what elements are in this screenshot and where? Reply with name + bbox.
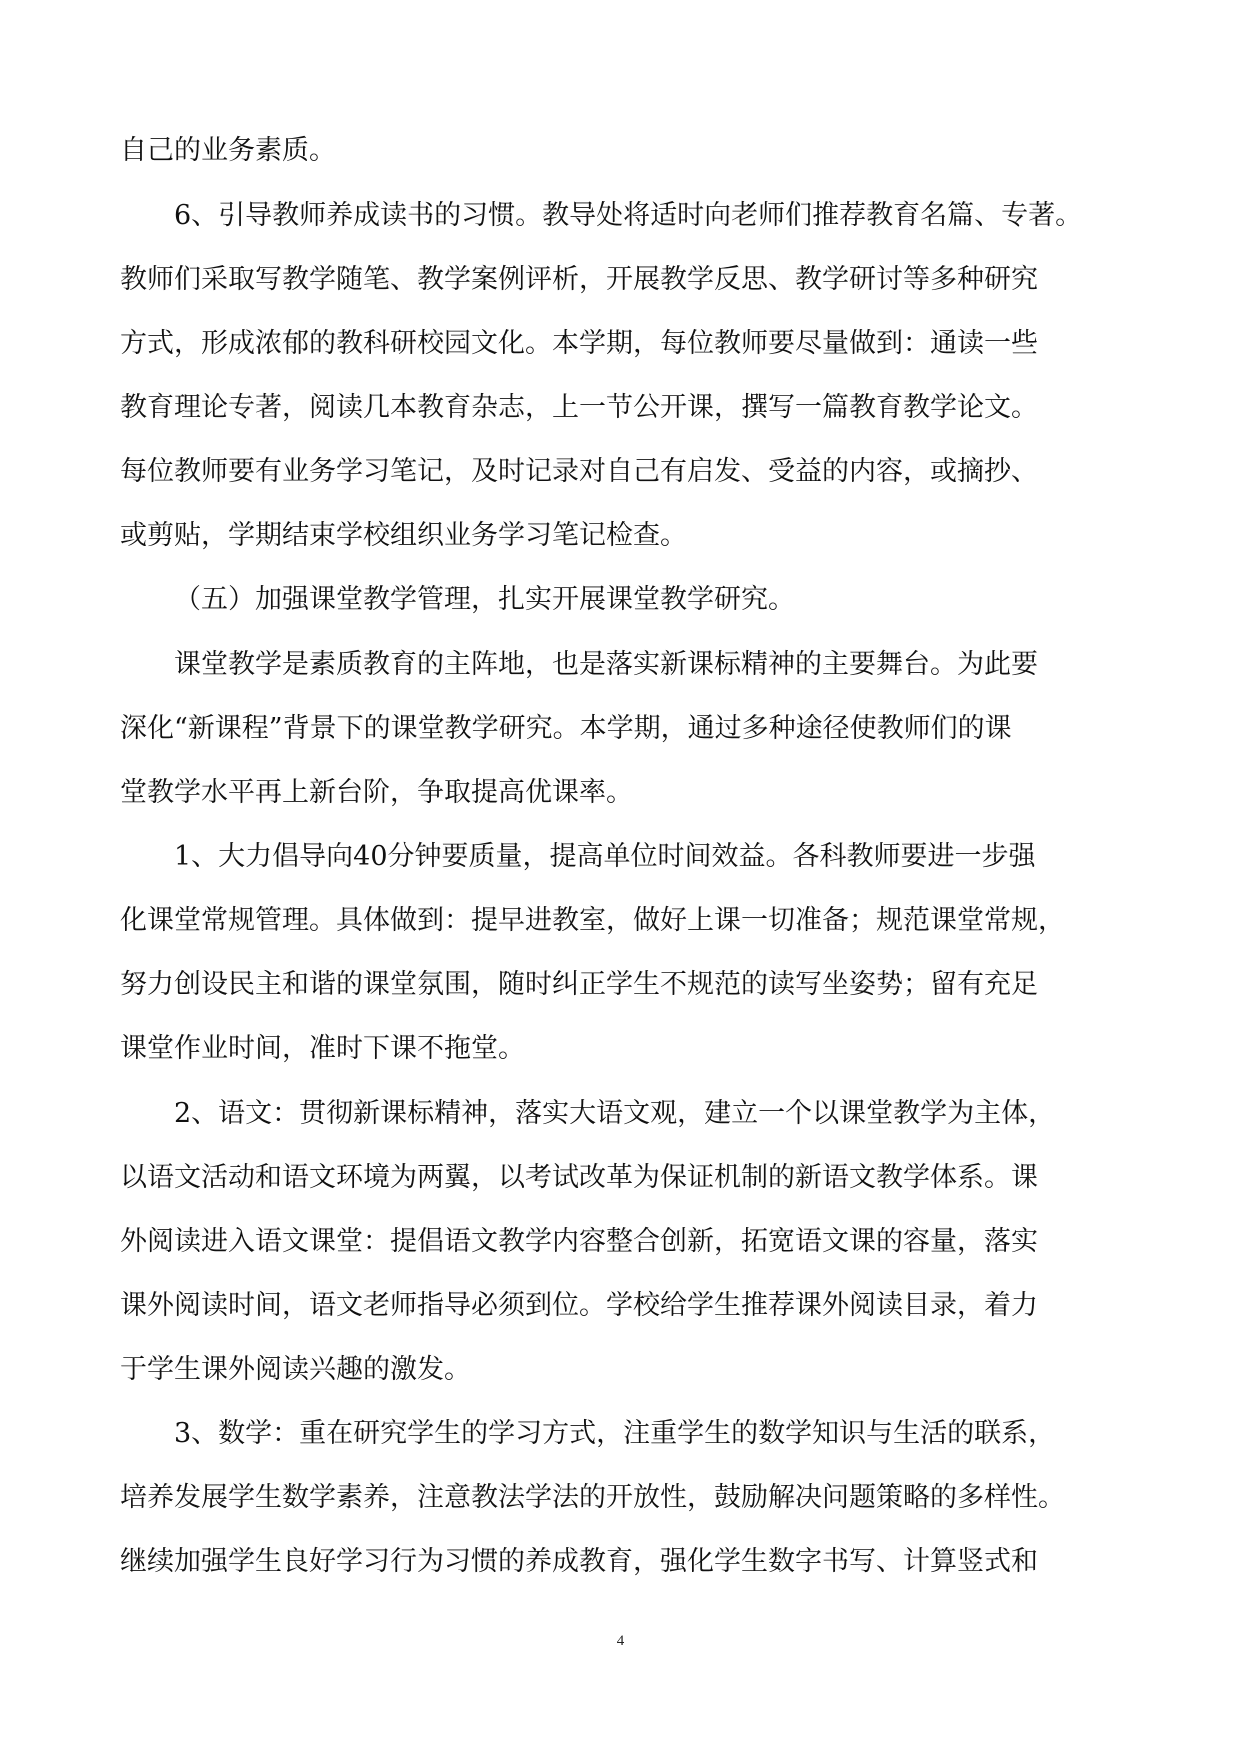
text-line: 堂教学水平再上新台阶，争取提高优课率。 <box>120 777 633 808</box>
text-line: 教师们采取写教学随笔、教学案例评析，开展教学反思、教学研讨等多种研究 <box>120 264 1038 295</box>
text-line: 自己的业务素质。 <box>120 135 336 166</box>
text-line: 继续加强学生良好学习行为习惯的养成教育，强化学生数字书写、计算竖式和 <box>120 1546 1038 1577</box>
text-line: 深化“新课程”背景下的课堂教学研究。本学期，通过多种途径使教师们的课 <box>120 713 1012 744</box>
text-line: 3、数学：重在研究学生的学习方式，注重学生的数学知识与生活的联系， <box>174 1418 1056 1449</box>
text-line: 努力创设民主和谐的课堂氛围，随时纠正学生不规范的读写坐姿势；留有充足 <box>120 969 1038 1000</box>
text-line: 课堂作业时间，准时下课不拖堂。 <box>120 1033 525 1064</box>
text-line: 以语文活动和语文环境为两翼，以考试改革为保证机制的新语文教学体系。课 <box>120 1162 1038 1193</box>
text-line: 于学生课外阅读兴趣的激发。 <box>120 1354 471 1385</box>
text-line: 教育理论专著，阅读几本教育杂志，上一节公开课，撰写一篇教育教学论文。 <box>120 392 1038 423</box>
text-line: 方式，形成浓郁的教科研校园文化。本学期，每位教师要尽量做到：通读一些 <box>120 328 1038 359</box>
text-line: 课外阅读时间，语文老师指导必须到位。学校给学生推荐课外阅读目录，着力 <box>120 1290 1038 1321</box>
text-line: 外阅读进入语文课堂：提倡语文教学内容整合创新，拓宽语文课的容量，落实 <box>120 1226 1038 1257</box>
text-line: 6、引导教师养成读书的习惯。教导处将适时向老师们推荐教育名篇、专著。 <box>174 200 1083 231</box>
text-line: 1、大力倡导向40分钟要质量，提高单位时间效益。各科教师要进一步强 <box>174 841 1036 872</box>
text-line: 每位教师要有业务学习笔记，及时记录对自己有启发、受益的内容，或摘抄、 <box>120 456 1038 487</box>
text-line: 或剪贴，学期结束学校组织业务学习笔记检查。 <box>120 520 687 551</box>
page-number: 4 <box>616 1633 625 1649</box>
text-line: 培养发展学生数学素养，注意教法学法的开放性，鼓励解决问题策略的多样性。 <box>120 1482 1065 1513</box>
section-heading: （五）加强课堂教学管理，扎实开展课堂教学研究。 <box>174 584 795 615</box>
text-line: 2、语文：贯彻新课标精神，落实大语文观，建立一个以课堂教学为主体， <box>174 1098 1056 1129</box>
text-line: 化课堂常规管理。具体做到：提早进教室，做好上课一切准备；规范课堂常规， <box>120 905 1065 936</box>
text-line: 课堂教学是素质教育的主阵地，也是落实新课标精神的主要舞台。为此要 <box>174 649 1038 680</box>
